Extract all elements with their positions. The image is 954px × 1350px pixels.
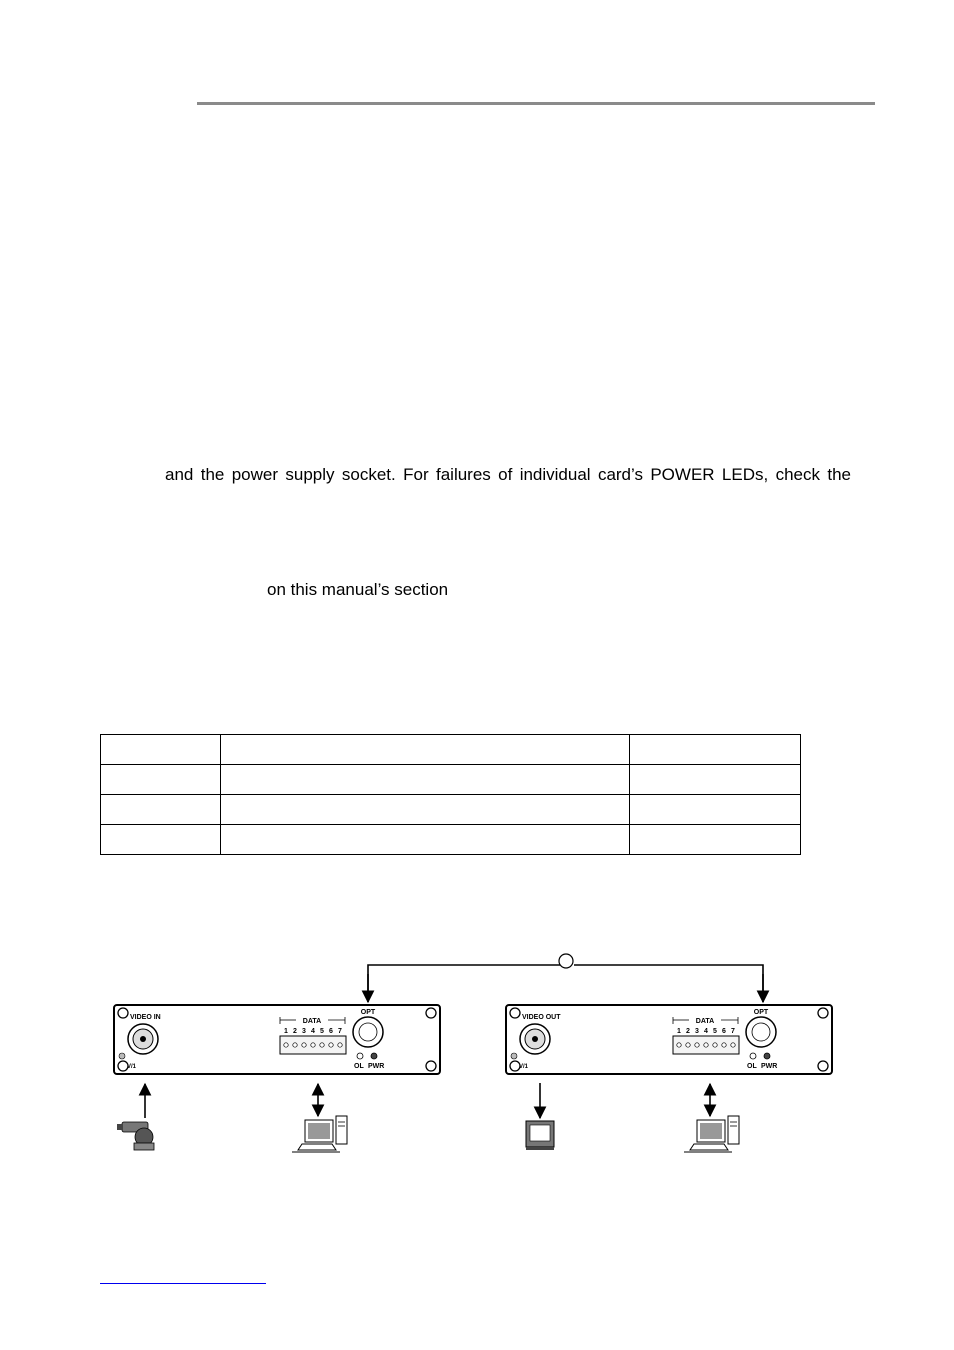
table-cell — [221, 765, 630, 795]
table-cell — [101, 735, 221, 765]
fiber-line — [574, 965, 763, 1002]
computer-icon — [684, 1116, 739, 1152]
pin-number: 1 — [677, 1028, 681, 1035]
pin-number: 4 — [311, 1028, 315, 1035]
power-jack-icon — [119, 1053, 125, 1059]
camera-icon — [117, 1122, 154, 1150]
table-cell — [630, 765, 801, 795]
body-text-line: and the power supply socket. For failures of individual card’s POWER LEDs, check the — [165, 465, 851, 484]
pin-number: 3 — [695, 1028, 699, 1035]
pwr-label: PWR — [368, 1063, 385, 1070]
terminal-block-icon — [280, 1036, 346, 1054]
optical-port-icon — [353, 1017, 383, 1047]
table-cell — [221, 795, 630, 825]
table-cell — [630, 825, 801, 855]
computer-icon — [292, 1116, 347, 1152]
pin-number: 1 — [284, 1028, 288, 1035]
screw-icon — [818, 1008, 828, 1018]
pin-number: 6 — [329, 1028, 333, 1035]
power-label: V/1 — [519, 1064, 529, 1070]
table-row — [101, 765, 801, 795]
table-row — [101, 795, 801, 825]
ol-label: OL — [747, 1063, 757, 1070]
screw-icon — [118, 1008, 128, 1018]
ol-led-icon — [750, 1053, 756, 1059]
pin-number: 5 — [320, 1028, 324, 1035]
table-cell — [630, 735, 801, 765]
connection-diagram — [100, 944, 860, 1164]
pwr-led-icon — [371, 1053, 377, 1059]
table-cell — [101, 765, 221, 795]
table-row — [101, 825, 801, 855]
bnc-connector-icon — [520, 1024, 550, 1054]
table-cell — [101, 825, 221, 855]
video-in-label: VIDEO IN — [130, 1014, 161, 1021]
screw-icon — [426, 1061, 436, 1071]
body-text-line: on this manual’s section — [267, 580, 449, 599]
pin-number: 5 — [713, 1028, 717, 1035]
pin-number: 2 — [293, 1028, 297, 1035]
ol-led-icon — [357, 1053, 363, 1059]
fiber-line — [368, 965, 560, 1002]
table-cell — [101, 795, 221, 825]
power-jack-icon — [511, 1053, 517, 1059]
data-label: DATA — [695, 1018, 715, 1025]
opt-label: OPT — [360, 1009, 376, 1016]
terminal-block-icon — [673, 1036, 739, 1054]
pin-number: 7 — [338, 1028, 342, 1035]
table-row — [101, 735, 801, 765]
pwr-led-icon — [764, 1053, 770, 1059]
receiver-unit — [506, 1005, 832, 1074]
pin-number: 3 — [302, 1028, 306, 1035]
fiber-link — [368, 954, 763, 1002]
unit-panel — [114, 1005, 440, 1074]
table-cell — [221, 825, 630, 855]
screw-icon — [818, 1061, 828, 1071]
fiber-connector-icon — [559, 954, 573, 968]
transmitter-unit — [114, 1005, 440, 1074]
optical-port-icon — [746, 1017, 776, 1047]
pin-number: 7 — [731, 1028, 735, 1035]
ol-label: OL — [354, 1063, 364, 1070]
video-out-label: VIDEO OUT — [522, 1014, 561, 1021]
screw-icon — [426, 1008, 436, 1018]
pwr-label: PWR — [761, 1063, 778, 1070]
header-rule — [197, 102, 875, 105]
data-label: DATA — [302, 1018, 322, 1025]
pin-number: 4 — [704, 1028, 708, 1035]
screw-icon — [510, 1008, 520, 1018]
pin-number: 6 — [722, 1028, 726, 1035]
footer-link[interactable] — [100, 1283, 266, 1284]
table-cell — [221, 735, 630, 765]
spec-table — [100, 734, 801, 855]
table-cell — [630, 795, 801, 825]
pin-number: 2 — [686, 1028, 690, 1035]
monitor-icon — [526, 1121, 554, 1150]
bnc-connector-icon — [128, 1024, 158, 1054]
power-label: V/1 — [127, 1064, 137, 1070]
opt-label: OPT — [753, 1009, 769, 1016]
